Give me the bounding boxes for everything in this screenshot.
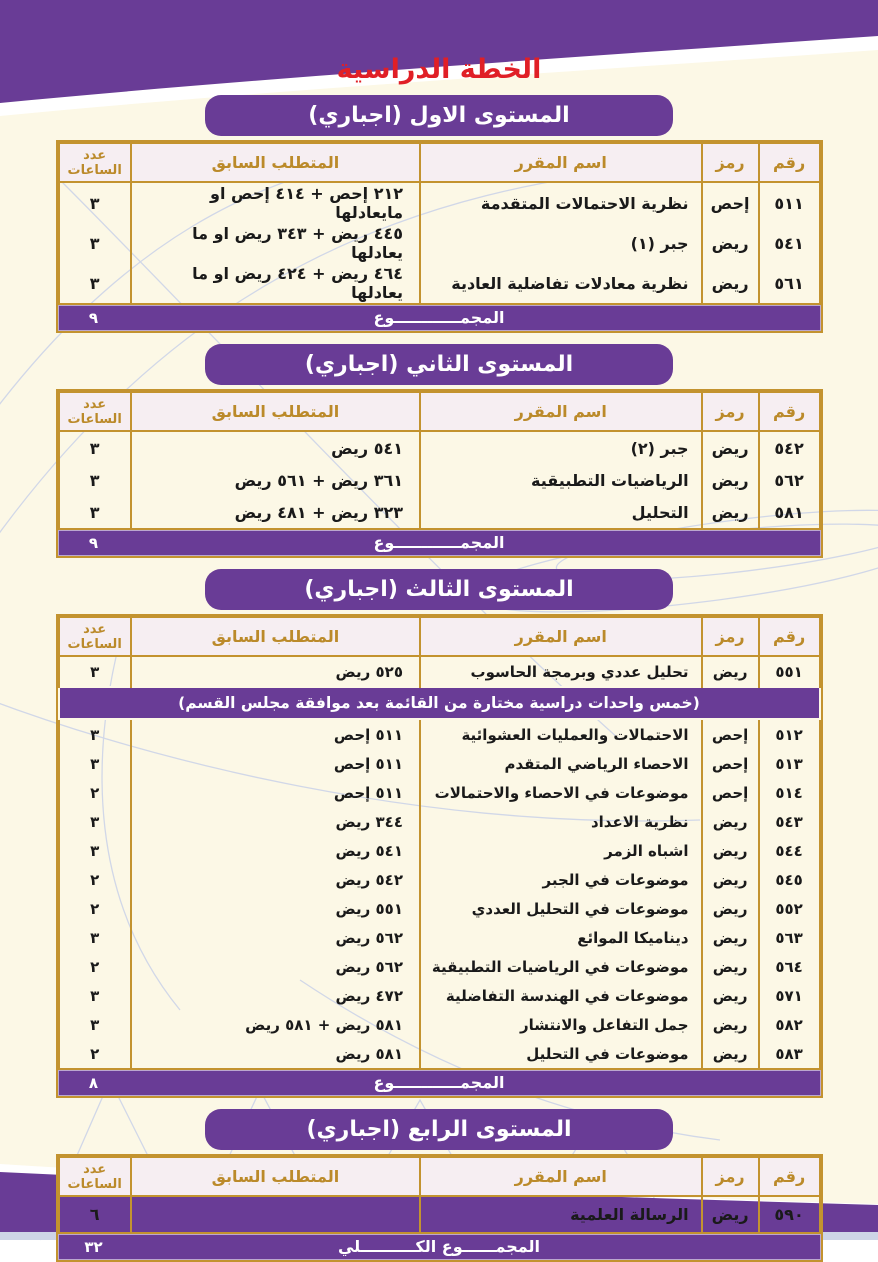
col-header-prerequisite: المتطلب السابق xyxy=(131,1157,420,1196)
total-value: ٨ xyxy=(88,1074,99,1092)
col-header-code: رمز xyxy=(702,1157,759,1196)
course-name: التحليل xyxy=(420,496,702,528)
course-hours: ٣ xyxy=(59,923,131,952)
course-code: ريض xyxy=(702,263,759,303)
course-hours: ٢ xyxy=(59,865,131,894)
course-code: ريض xyxy=(702,923,759,952)
course-hours: ٣ xyxy=(59,981,131,1010)
level-2-title: المستوى الثاني (اجباري) xyxy=(304,352,574,377)
table-header-row xyxy=(59,1157,820,1196)
level-2-table xyxy=(56,389,823,558)
course-row xyxy=(59,807,820,836)
level-2-total-row xyxy=(58,528,821,556)
course-code: ريض xyxy=(702,464,759,496)
level-4-section xyxy=(56,1109,823,1262)
course-hours: ٣ xyxy=(59,807,131,836)
course-prerequisite: ٥٤١ ريض xyxy=(131,431,420,464)
course-hours: ٢ xyxy=(59,1039,131,1068)
col-header-hours: عدد الساعات xyxy=(59,1157,131,1196)
total-label: المجمــــــــــــوع xyxy=(373,533,505,552)
course-prerequisite xyxy=(131,1196,420,1232)
course-number: ٥١١ xyxy=(759,182,820,223)
course-name: نظرية معادلات تفاضلية العادية xyxy=(420,263,702,303)
course-row xyxy=(59,865,820,894)
level-3-title-pill xyxy=(205,569,673,610)
course-code: ريض xyxy=(702,1010,759,1039)
course-number: ٥٦٤ xyxy=(759,952,820,981)
course-hours: ٣ xyxy=(59,263,131,303)
course-name: الاحتمالات والعمليات العشوائية xyxy=(420,719,702,749)
course-code: ريض xyxy=(702,836,759,865)
col-header-course-name: اسم المقرر xyxy=(420,1157,702,1196)
course-number: ٥٥١ xyxy=(759,656,820,687)
course-hours: ٣ xyxy=(59,223,131,263)
course-name: موضوعات في التحليل العددي xyxy=(420,894,702,923)
course-code: ريض xyxy=(702,223,759,263)
course-name: موضوعات في الجبر xyxy=(420,865,702,894)
course-name: نظرية الاعداد xyxy=(420,807,702,836)
course-name: جبر (٢) xyxy=(420,431,702,464)
course-name: موضوعات في الاحصاء والاحتمالات xyxy=(420,778,702,807)
course-number: ٥٩٠ xyxy=(759,1196,820,1232)
course-code: ريض xyxy=(702,1196,759,1232)
col-header-prerequisite: المتطلب السابق xyxy=(131,143,420,182)
level-3-table xyxy=(56,614,823,1098)
course-hours: ٣ xyxy=(59,719,131,749)
course-row xyxy=(59,923,820,952)
level-4-table xyxy=(56,1154,823,1262)
course-code: ريض xyxy=(702,431,759,464)
course-name: الرسالة العلمية xyxy=(420,1196,702,1232)
col-header-number: رقم xyxy=(759,1157,820,1196)
course-hours: ٢ xyxy=(59,778,131,807)
level-1-table xyxy=(56,140,823,333)
course-prerequisite: ٥١١ إحص xyxy=(131,719,420,749)
course-row xyxy=(59,223,820,263)
course-row xyxy=(59,464,820,496)
course-prerequisite: ٥١١ إحص xyxy=(131,778,420,807)
course-row xyxy=(59,778,820,807)
course-code: ريض xyxy=(702,894,759,923)
course-name: اشباه الزمر xyxy=(420,836,702,865)
col-header-course-name: اسم المقرر xyxy=(420,143,702,182)
course-row xyxy=(59,894,820,923)
level-3-section xyxy=(56,569,823,1098)
course-name: نظرية الاحتمالات المتقدمة xyxy=(420,182,702,223)
course-hours: ٣ xyxy=(59,749,131,778)
level-2-section xyxy=(56,344,823,558)
course-name: تحليل عددي وبرمجة الحاسوب xyxy=(420,656,702,687)
course-number: ٥٤٣ xyxy=(759,807,820,836)
level-1-title-pill xyxy=(205,95,673,136)
course-hours: ٢ xyxy=(59,952,131,981)
course-code: ريض xyxy=(702,656,759,687)
course-code: ريض xyxy=(702,865,759,894)
course-prerequisite: ٤٧٢ ريض xyxy=(131,981,420,1010)
course-number: ٥١٢ xyxy=(759,719,820,749)
grand-total-label: المجمــــــوع الكــــــــــلي xyxy=(337,1237,541,1256)
course-row xyxy=(59,749,820,778)
level-1-section xyxy=(56,95,823,333)
course-code: إحص xyxy=(702,182,759,223)
course-prerequisite: ٣٤٤ ريض xyxy=(131,807,420,836)
level-2-title-pill xyxy=(205,344,673,385)
col-header-number: رقم xyxy=(759,143,820,182)
course-prerequisite: ٥٦٢ ريض xyxy=(131,952,420,981)
course-name: موضوعات في الهندسة التفاضلية xyxy=(420,981,702,1010)
course-code: ريض xyxy=(702,807,759,836)
course-number: ٥٤٥ xyxy=(759,865,820,894)
col-header-prerequisite: المتطلب السابق xyxy=(131,617,420,656)
level-3-total-row xyxy=(58,1068,821,1096)
course-hours: ٣ xyxy=(59,1010,131,1039)
col-header-prerequisite: المتطلب السابق xyxy=(131,392,420,431)
table-header-row xyxy=(59,143,820,182)
course-number: ٥٨٣ xyxy=(759,1039,820,1068)
course-name: جبر (١) xyxy=(420,223,702,263)
course-hours: ٣ xyxy=(59,836,131,865)
course-row xyxy=(59,656,820,687)
course-prerequisite: ٥٥١ ريض xyxy=(131,894,420,923)
grand-total-value: ٣٢ xyxy=(84,1238,103,1256)
course-code: ريض xyxy=(702,981,759,1010)
total-value: ٩ xyxy=(88,534,99,552)
course-hours: ٣ xyxy=(59,182,131,223)
elective-note-text: (خمس واحدات دراسية مختارة من القائمة بعد موافقة مجلس القسم) xyxy=(59,687,820,719)
course-hours: ٣ xyxy=(59,431,131,464)
course-prerequisite: ٤٦٤ ريض + ٤٢٤ ريض او ما يعادلها xyxy=(131,263,420,303)
table-header-row xyxy=(59,392,820,431)
course-prerequisite: ٥٨١ ريض + ٥٨١ ريض xyxy=(131,1010,420,1039)
col-header-hours: عدد الساعات xyxy=(59,392,131,431)
level-4-title: المستوى الرابع (اجباري) xyxy=(306,1117,572,1142)
col-header-hours: عدد الساعات xyxy=(59,617,131,656)
course-name: موضوعات في التحليل xyxy=(420,1039,702,1068)
course-number: ٥٦١ xyxy=(759,263,820,303)
course-row xyxy=(59,263,820,303)
course-prerequisite: ٥١١ إحص xyxy=(131,749,420,778)
col-header-course-name: اسم المقرر xyxy=(420,617,702,656)
col-header-number: رقم xyxy=(759,617,820,656)
course-row xyxy=(59,981,820,1010)
level-4-title-pill xyxy=(205,1109,673,1150)
course-number: ٥٥٢ xyxy=(759,894,820,923)
course-number: ٥٤٤ xyxy=(759,836,820,865)
col-header-code: رمز xyxy=(702,143,759,182)
course-code: إحص xyxy=(702,778,759,807)
level-3-title: المستوى الثالث (اجباري) xyxy=(304,577,574,602)
course-number: ٥١٤ xyxy=(759,778,820,807)
course-number: ٥١٣ xyxy=(759,749,820,778)
course-prerequisite: ٥٦٢ ريض xyxy=(131,923,420,952)
course-number: ٥٤١ xyxy=(759,223,820,263)
course-name: جمل التفاعل والانتشار xyxy=(420,1010,702,1039)
course-number: ٥٨١ xyxy=(759,496,820,528)
course-number: ٥٤٢ xyxy=(759,431,820,464)
elective-note-row xyxy=(59,687,820,719)
course-row xyxy=(59,431,820,464)
course-code: ريض xyxy=(702,952,759,981)
course-code: ريض xyxy=(702,1039,759,1068)
course-row xyxy=(59,1196,820,1232)
course-row xyxy=(59,1039,820,1068)
grand-total-row xyxy=(58,1232,821,1260)
page-title: الخطة الدراسية xyxy=(336,54,542,85)
course-code: إحص xyxy=(702,719,759,749)
level-1-title: المستوى الاول (اجباري) xyxy=(308,103,570,128)
course-number: ٥٦٣ xyxy=(759,923,820,952)
course-prerequisite: ٣٦١ ريض + ٥٦١ ريض xyxy=(131,464,420,496)
col-header-course-name: اسم المقرر xyxy=(420,392,702,431)
course-code: إحص xyxy=(702,749,759,778)
course-number: ٥٧١ xyxy=(759,981,820,1010)
course-row xyxy=(59,952,820,981)
course-prerequisite: ٥٨١ ريض xyxy=(131,1039,420,1068)
course-hours: ٦ xyxy=(59,1196,131,1232)
course-prerequisite: ٥٢٥ ريض xyxy=(131,656,420,687)
course-hours: ٣ xyxy=(59,464,131,496)
course-row xyxy=(59,836,820,865)
total-label: المجمــــــــــــوع xyxy=(373,1073,505,1092)
course-hours: ٣ xyxy=(59,656,131,687)
course-row xyxy=(59,496,820,528)
course-row xyxy=(59,719,820,749)
col-header-code: رمز xyxy=(702,392,759,431)
course-code: ريض xyxy=(702,496,759,528)
col-header-number: رقم xyxy=(759,392,820,431)
total-label: المجمــــــــــــوع xyxy=(373,308,505,327)
course-hours: ٣ xyxy=(59,496,131,528)
course-row xyxy=(59,182,820,223)
course-name: موضوعات في الرياضيات التطبيقية xyxy=(420,952,702,981)
course-name: ديناميكا الموائع xyxy=(420,923,702,952)
course-prerequisite: ٣٢٣ ريض + ٤٨١ ريض xyxy=(131,496,420,528)
course-prerequisite: ٢١٢ إحص + ٤١٤ إحص او مايعادلها xyxy=(131,182,420,223)
col-header-hours: عدد الساعات xyxy=(59,143,131,182)
level-1-total-row xyxy=(58,303,821,331)
course-prerequisite: ٥٤١ ريض xyxy=(131,836,420,865)
total-value: ٩ xyxy=(88,309,99,327)
course-name: الرياضيات التطبيقية xyxy=(420,464,702,496)
course-number: ٥٦٢ xyxy=(759,464,820,496)
col-header-code: رمز xyxy=(702,617,759,656)
course-number: ٥٨٢ xyxy=(759,1010,820,1039)
course-prerequisite: ٥٤٢ ريض xyxy=(131,865,420,894)
course-hours: ٢ xyxy=(59,894,131,923)
course-name: الاحصاء الرياضي المتقدم xyxy=(420,749,702,778)
course-row xyxy=(59,1010,820,1039)
course-prerequisite: ٤٤٥ ريض + ٣٤٣ ريض او ما يعادلها xyxy=(131,223,420,263)
table-header-row xyxy=(59,617,820,656)
